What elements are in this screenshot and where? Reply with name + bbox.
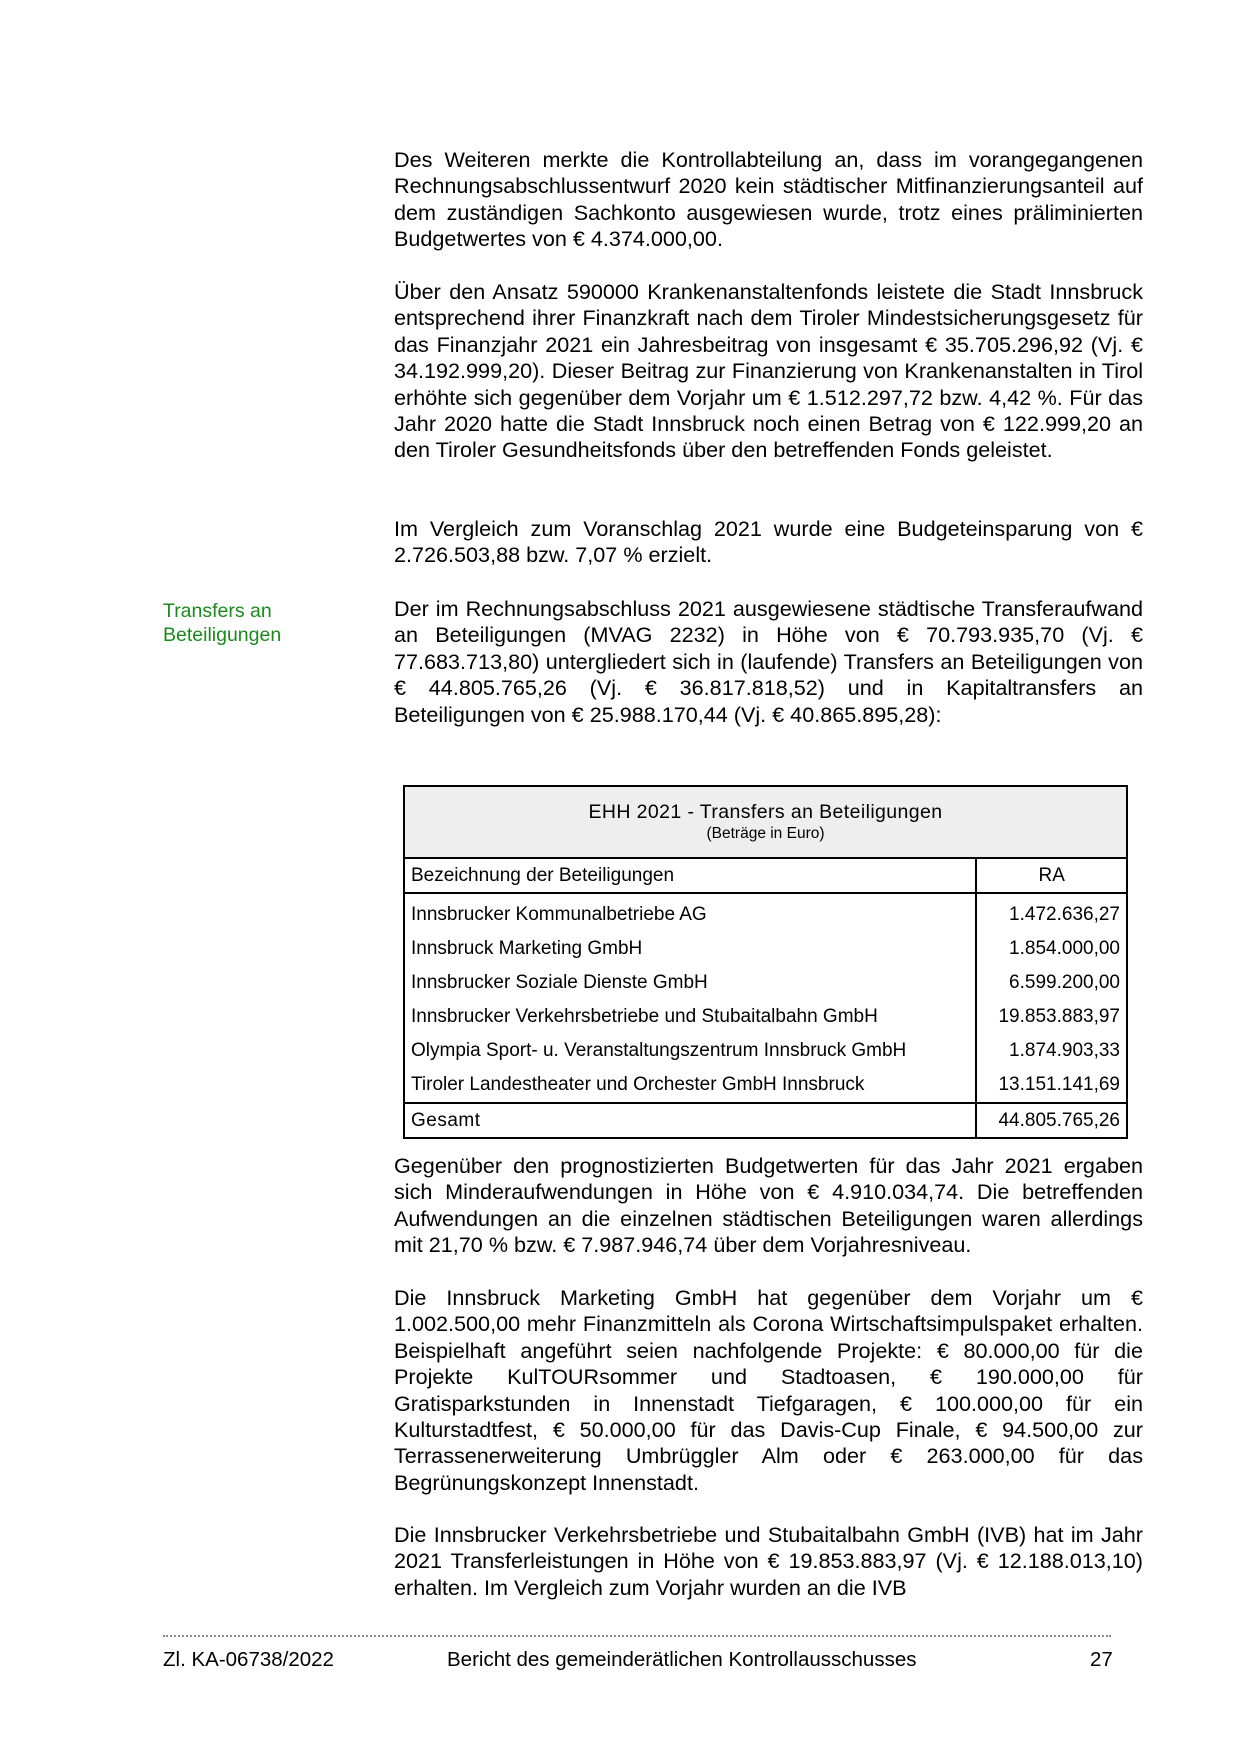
table-row — [404, 1000, 1127, 1034]
paragraph-ivb: Die Innsbrucker Verkehrsbetriebe und Stubaitalbahn GmbH (IVB) hat im Jahr 2021 Transferleistungen in Höhe von € 19.853.883,97 (Vj. € 12.188.013,10) erhalten. Im Vergleich zum Vorjahr wurden an die IVB — [394, 1522, 1143, 1600]
row-value: 13.151.141,69 — [976, 1068, 1127, 1103]
total-value: 44.805.765,26 — [976, 1103, 1127, 1138]
table-subtitle: (Beträge in Euro) — [706, 825, 825, 842]
row-name: Innsbrucker Kommunalbetriebe AG — [404, 893, 976, 932]
paragraph-transferaufwand: Der im Rechnungsabschluss 2021 ausgewiesene städtische Transferaufwand an Beteiligungen (MVAG 2232) in Höhe von € 70.793.935,70 (Vj. € 77.683.713,80) untergliedert sich in (laufende) Transfers an Beteiligungen von € 44.805.765,26 (Vj. € 36.817.818,52) und in Kapitaltransfers an Beteiligungen von € 25.988.170,44 (Vj. € 40.865.895,28): — [394, 596, 1143, 727]
table-row — [404, 966, 1127, 1000]
paragraph-innsbruck-marketing: Die Innsbruck Marketing GmbH hat gegenüber dem Vorjahr um € 1.002.500,00 mehr Finanzmitteln als Corona Wirtschaftsimpulspaket erhalten. Beispielhaft angeführt seien nachfolgende Projekte: € 80.000,00 für die Projekte KulTOURsommer und Stadtoasen, € 190.000,00 für Gratisparkstunden in Innenstadt Tiefgaragen, € 100.000,00 für ein Kulturstadtfest, € 50.000,00 für das Davis-Cup Finale, € 94.500,00 zur Terrassenerweiterung Umbrüggler Alm oder € 263.000,00 für das Begrünungskonzept Innenstadt. — [394, 1285, 1143, 1495]
column-header-ra: RA — [976, 858, 1127, 893]
table-total-row — [404, 1103, 1127, 1138]
row-name: Innsbrucker Verkehrsbetriebe und Stubaitalbahn GmbH — [404, 1000, 976, 1034]
paragraph-mitfinanzierung: Des Weiteren merkte die Kontrollabteilung an, dass im vorangegangenen Rechnungsabschlussentwurf 2020 kein städtischer Mitfinanzierungsanteil auf dem zuständigen Sachkonto ausgewiesen wurde, trotz eines präliminierten Budgetwertes von € 4.374.000,00. — [394, 147, 1143, 252]
table-title: EHH 2021 - Transfers an Beteiligungen — [588, 801, 943, 823]
margin-note-line-1: Transfers an — [163, 600, 272, 622]
footer-report-title: Bericht des gemeinderätlichen Kontrollausschusses — [447, 1648, 917, 1671]
table-row — [404, 1034, 1127, 1068]
margin-note-line-2: Beteiligungen — [163, 624, 282, 646]
row-value: 1.472.636,27 — [976, 893, 1127, 932]
row-name: Innsbruck Marketing GmbH — [404, 932, 976, 966]
page-number: 27 — [1090, 1648, 1113, 1671]
table-title-row — [404, 786, 1127, 858]
row-value: 6.599.200,00 — [976, 966, 1127, 1000]
row-value: 1.854.000,00 — [976, 932, 1127, 966]
paragraph-krankenanstaltenfonds: Über den Ansatz 590000 Krankenanstaltenfonds leistete die Stadt Innsbruck entsprechend ihrer Finanzkraft nach dem Tiroler Mindestsicherungsgesetz für das Finanzjahr 2021 ein Jahresbeitrag von insgesamt € 35.705.296,92 (Vj. € 34.192.999,20). Dieser Beitrag zur Finanzierung von Krankenanstalten in Tirol erhöhte sich gegenüber dem Vorjahr um € 1.512.297,72 bzw. 4,42 %. Für das Jahr 2020 hatte die Stadt Innsbruck noch einen Betrag von € 122.999,20 an den Tiroler Gesundheitsfonds über den betreffenden Fonds geleistet. — [394, 279, 1143, 463]
row-value: 19.853.883,97 — [976, 1000, 1127, 1034]
footer-reference: Zl. KA-06738/2022 — [163, 1648, 334, 1671]
table-title-cell — [404, 786, 1127, 858]
paragraph-budgeteinsparung: Im Vergleich zum Voranschlag 2021 wurde eine Budgeteinsparung von € 2.726.503,88 bzw. 7,07 % erzielt. — [394, 516, 1143, 568]
total-label: Gesamt — [404, 1103, 976, 1138]
table-row — [404, 893, 1127, 932]
column-header-name: Bezeichnung der Beteiligungen — [404, 858, 976, 893]
row-value: 1.874.903,33 — [976, 1034, 1127, 1068]
row-name: Olympia Sport- u. Veranstaltungszentrum Innsbruck GmbH — [404, 1034, 976, 1068]
row-name: Tiroler Landestheater und Orchester GmbH Innsbruck — [404, 1068, 976, 1103]
paragraph-minderaufwendungen: Gegenüber den prognostizierten Budgetwerten für das Jahr 2021 ergaben sich Minderaufwendungen in Höhe von € 4.910.034,74. Die betreffenden Aufwendungen an die einzelnen städtischen Beteiligungen waren allerdings mit 21,70 % bzw. € 7.987.946,74 über dem Vorjahresniveau. — [394, 1153, 1143, 1258]
row-name: Innsbrucker Soziale Dienste GmbH — [404, 966, 976, 1000]
margin-note-transfers — [163, 599, 353, 647]
footer-divider — [163, 1635, 1111, 1637]
table-row — [404, 932, 1127, 966]
table-header-row — [404, 858, 1127, 893]
transfers-table — [403, 785, 1128, 1139]
table-row — [404, 1068, 1127, 1103]
